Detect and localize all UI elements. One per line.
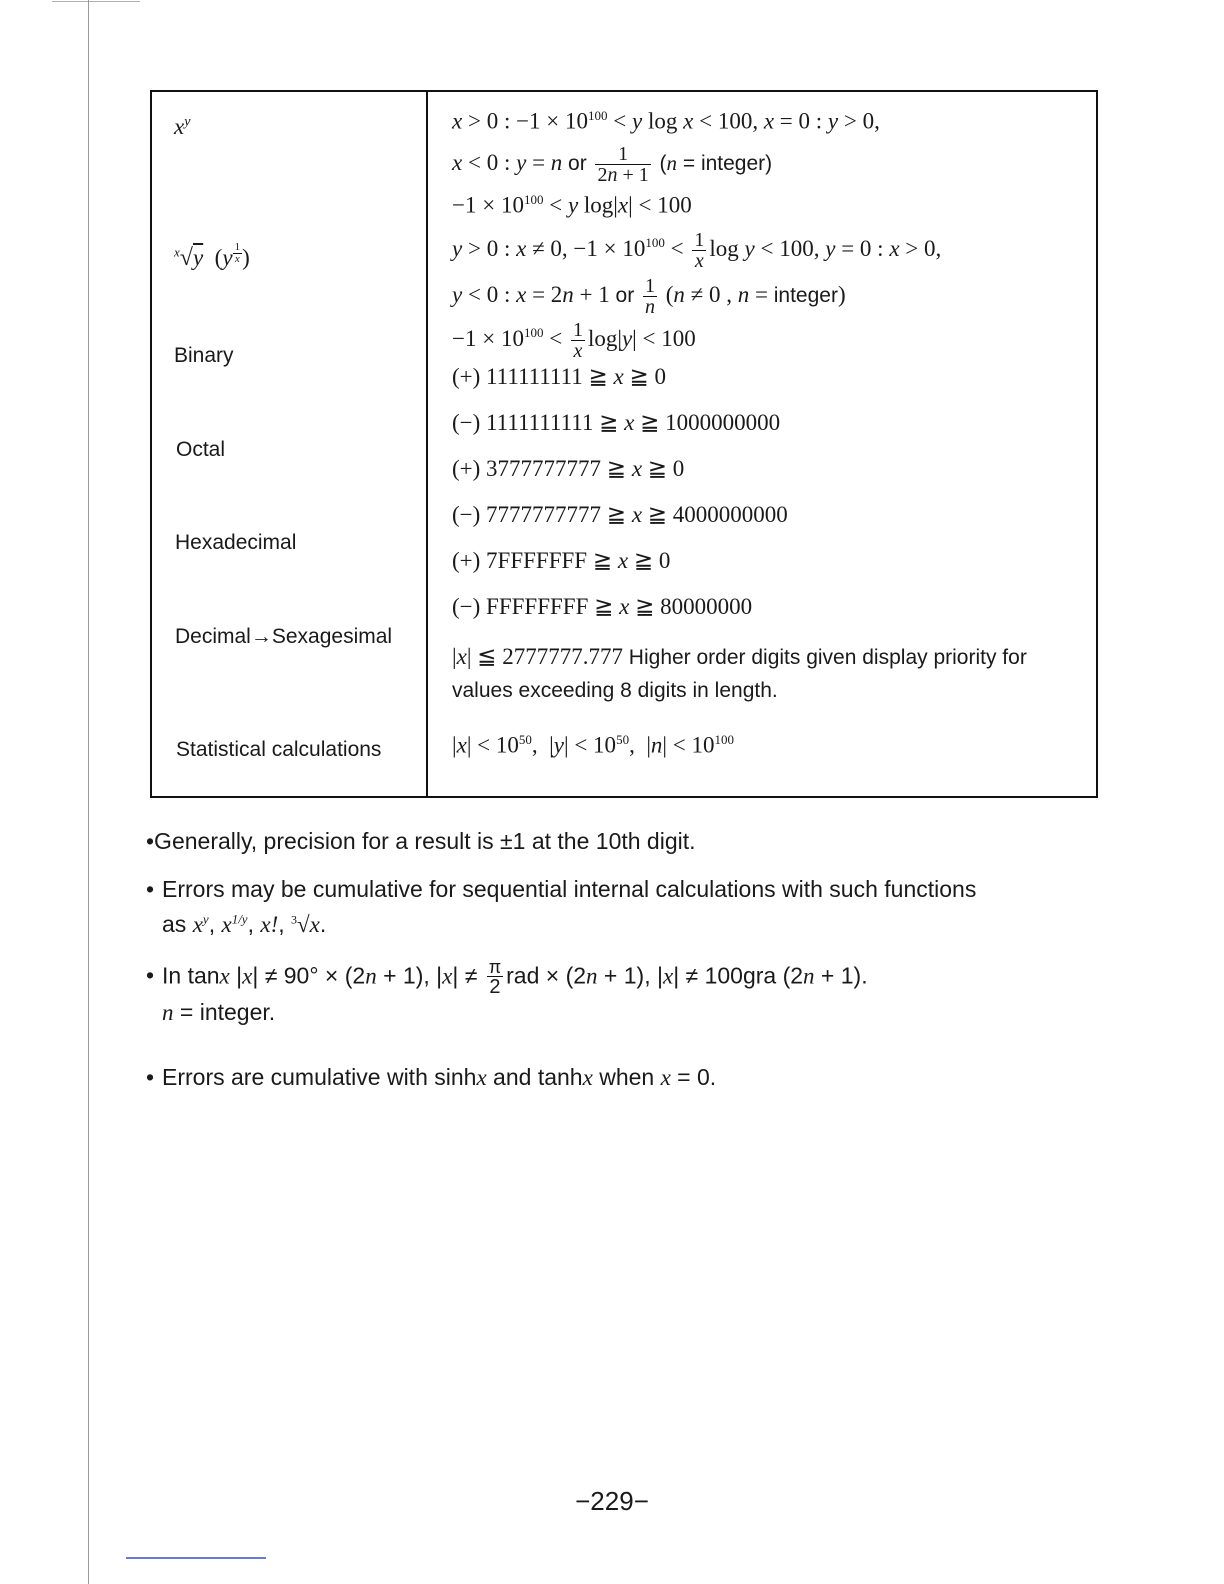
notes-section (146, 826, 1106, 1107)
range-cell (427, 91, 1097, 797)
range-line: (−) 7777777777 ≧ x ≧ 4000000000 (452, 502, 788, 527)
page-number: −229− (575, 1486, 649, 1516)
top-rule (52, 1, 140, 2)
range-line: $-1 \times 10^{100} < y$ log|x| < 100 (452, 192, 692, 218)
range-line: (+) 111111111 ≧ x ≧ 0 (452, 364, 666, 389)
note-tan-limits: • In tanx |x| ≠ 90° × (2n + 1), |x| ≠ $\frac{\pi}{2}$ rad × (2n + 1), |x| ≠ 100gra (2n + 1). n = integer. (146, 956, 868, 1025)
input-range-table (150, 90, 1098, 798)
function-label: Decimal→Sexagesimal (175, 625, 393, 649)
function-label: $^x$√y (y $^{\frac{1}{x}}$ ) (174, 241, 250, 272)
note-precision: •Generally, precision for a result is ±1 at the 10th digit. (146, 828, 696, 854)
function-label: Octal (176, 438, 226, 462)
range-line: y > 0 : x ≠ 0, $-1 \times 10^{100}$ < $\frac{1}{x}$ log y < 100, y = 0 : x > 0, (452, 229, 942, 272)
range-line: (+) 7FFFFFFF ≧ x ≧ 0 (452, 548, 671, 573)
function-label: Hexadecimal (175, 531, 297, 555)
function-label: Statistical calculations (176, 738, 382, 762)
range-line: (+) 3777777777 ≧ x ≧ 0 (452, 456, 685, 481)
note-sinh-tanh: • Errors are cumulative with sinhx and tanhx when x = 0. (146, 1063, 717, 1090)
function-label: $x^y$ (174, 114, 191, 139)
function-label: Binary (174, 344, 234, 368)
bottom-rule (126, 1557, 266, 1559)
range-line: (−) FFFFFFFF ≧ x ≧ 80000000 (452, 594, 753, 619)
range-line: y < 0 : x = 2n + 1 or $\frac{1}{n}$ (n ≠ 0 , n = integer) (452, 275, 846, 318)
range-line: x < 0 : y = n or $\frac{1}{2n + 1}$ (n = integer) (452, 143, 773, 186)
range-line: (−) 1111111111 ≧ x ≧ 1000000000 (452, 410, 781, 435)
function-cell (151, 91, 427, 797)
range-line: $|x| < 10^{50}$, $|y| < 10^{50}$, $|n| < 10^{100}$ (452, 732, 734, 758)
note-cumulative-errors: • Errors may be cumulative for sequential internal calculations with such functions as $x^y$, $x^{1/y}$, x!, $^3$√x. (146, 876, 977, 937)
range-line: |x| ≦ 2777777.777 Higher order digits given display priority for values exceeding 8 digits in length. (452, 644, 1027, 702)
range-line: x > 0 : $-1 \times 10^{100} < y$ log x < 100, x = 0 : y > 0, (452, 108, 880, 134)
margin-line (88, 0, 89, 1584)
table-row (151, 91, 1097, 797)
range-line: $-1 \times 10^{100}$ < $\frac{1}{x}$ log|y| < 100 (452, 319, 696, 362)
